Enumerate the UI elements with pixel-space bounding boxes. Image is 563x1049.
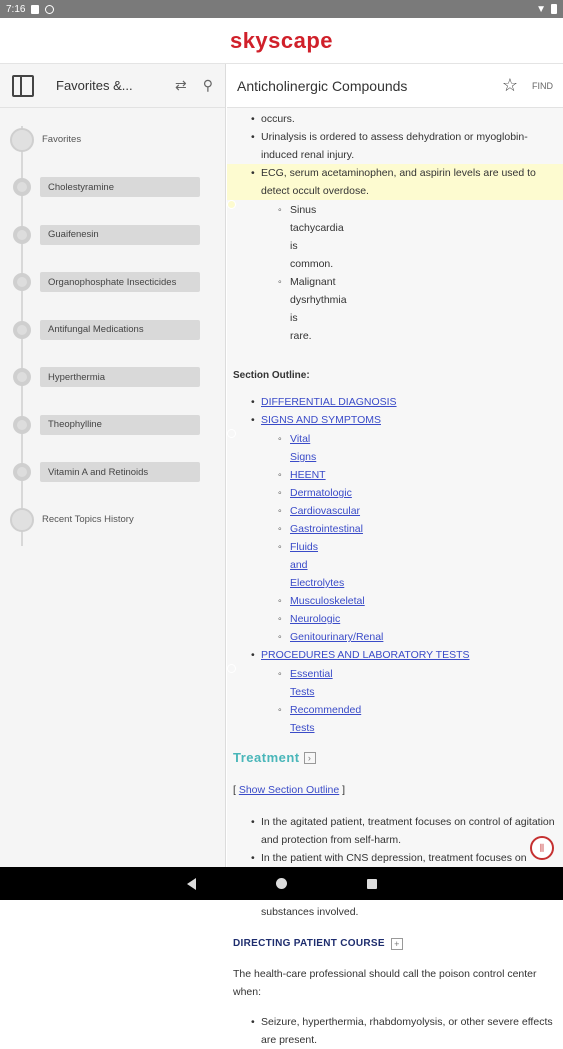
- favorite-chip[interactable]: Hyperthermia: [40, 367, 200, 387]
- favorite-chip[interactable]: Guaifenesin: [40, 225, 200, 245]
- sd-card-icon: [31, 5, 39, 14]
- timeline-node-icon: [13, 368, 31, 386]
- outline-link-procedures[interactable]: PROCEDURES AND LABORATORY TESTS: [261, 649, 470, 661]
- outline-subitem: [228, 466, 326, 484]
- sub-bullet-list: [227, 200, 347, 342]
- outline-link[interactable]: Cardiovascular: [290, 505, 361, 517]
- outline-link[interactable]: HEENT: [290, 469, 326, 481]
- timeline-node-icon: [13, 463, 31, 481]
- outline-link[interactable]: Gastrointestinal: [290, 523, 363, 535]
- section-outline-list-2: [227, 646, 563, 664]
- recents-icon[interactable]: [367, 879, 377, 889]
- favorites-section: [0, 116, 225, 164]
- favorite-chip[interactable]: Cholestyramine: [40, 177, 200, 197]
- sync-icon: [45, 5, 54, 14]
- sub-bullet-item: ◦ Sinus tachycardia is common.: [228, 201, 290, 273]
- outline-subitem: [228, 665, 333, 701]
- outline-item: [227, 411, 563, 429]
- outline-link[interactable]: Vital Signs: [290, 433, 317, 463]
- outline-link[interactable]: Genitourinary/Renal: [290, 631, 384, 643]
- status-bar: [0, 0, 563, 18]
- treatment-heading-text: Treatment: [233, 750, 300, 765]
- history-node-icon: [10, 508, 34, 532]
- signs-sublist: [227, 429, 384, 643]
- outline-link[interactable]: Essential Tests: [290, 668, 333, 698]
- sub-bullet-item: ◦ Malignant dysrhythmia is rare.: [228, 273, 290, 345]
- favorites-header: [0, 64, 225, 108]
- outline-subitem: [228, 520, 363, 538]
- section-outline-title: Section Outline:: [233, 370, 310, 381]
- topic-panel: [227, 64, 563, 1046]
- favorite-chip[interactable]: Vitamin A and Retinoids: [40, 462, 200, 482]
- system-nav-bar: [0, 867, 563, 900]
- timeline-node-icon: [13, 178, 31, 196]
- outline-subitem: [228, 484, 352, 502]
- expand-icon[interactable]: ›: [304, 752, 316, 764]
- bullet-item: • Seizure, hyperthermia, rhabdomyolysis, or other severe effects are present.: [227, 1013, 563, 1049]
- directing-heading-text: DIRECTING PATIENT COURSE: [233, 938, 385, 949]
- find-button[interactable]: FIND: [532, 80, 553, 91]
- outline-subitem: [228, 610, 341, 628]
- outline-link[interactable]: Musculoskeletal: [290, 595, 365, 607]
- procedures-sublist: [227, 664, 362, 734]
- home-icon[interactable]: [276, 878, 287, 889]
- topic-title: Anticholinergic Compounds: [237, 77, 408, 94]
- outline-subitem: [228, 592, 365, 610]
- expand-plus-icon[interactable]: +: [391, 938, 403, 950]
- app-header: [0, 18, 563, 64]
- outline-subitem: [228, 502, 361, 520]
- favorite-chip[interactable]: Organophosphate Insecticides: [40, 272, 200, 292]
- outline-subitem: [228, 701, 362, 737]
- outline-item: [227, 393, 563, 411]
- favorites-timeline: [0, 108, 225, 544]
- show-section-outline-link[interactable]: Show Section Outline: [238, 784, 340, 796]
- bullet-item-highlighted: • ECG, serum acetaminophen, and aspirin levels are used to detect occult overdose.: [227, 164, 563, 200]
- favorite-item[interactable]: [0, 306, 225, 354]
- battery-icon: [551, 4, 557, 14]
- directing-paragraph: The health-care professional should call the poison control center when:: [233, 968, 537, 998]
- bullet-continuation: • occurs.: [227, 110, 563, 128]
- bullet-item: • substances involved.: [227, 885, 563, 921]
- outline-subitem: [228, 628, 384, 646]
- timeline-node-icon: [13, 226, 31, 244]
- favorites-node-icon: [10, 128, 34, 152]
- outline-subitem: [228, 538, 345, 592]
- outline-item: [227, 646, 563, 664]
- favorites-label: Favorites: [42, 134, 82, 146]
- bullet-item: • Urinalysis is ordered to assess dehydration or myoglobin-induced renal injury.: [227, 128, 563, 164]
- bullet-item: • In the patient with CNS depression, treatment focuses on: [227, 849, 563, 885]
- favorite-item[interactable]: [0, 354, 225, 402]
- skyscape-logo: skyscape: [229, 27, 334, 53]
- favorite-star-icon[interactable]: ☆: [501, 75, 518, 95]
- favorites-title[interactable]: Favorites &...: [56, 78, 133, 93]
- topic-content: [227, 108, 563, 1049]
- timeline-node-icon: [13, 321, 31, 339]
- favorites-panel: [0, 64, 226, 867]
- favorite-item[interactable]: [0, 211, 225, 259]
- treatment-heading[interactable]: [233, 749, 563, 767]
- topic-header: [227, 64, 563, 108]
- favorite-item[interactable]: [0, 401, 225, 449]
- back-icon[interactable]: [187, 878, 196, 890]
- floating-action-icon[interactable]: ⫼: [530, 836, 554, 860]
- history-label[interactable]: Recent Topics History: [42, 514, 134, 526]
- library-icon[interactable]: [12, 75, 34, 97]
- favorite-item[interactable]: [0, 164, 225, 212]
- favorite-chip[interactable]: Theophylline: [40, 415, 200, 435]
- outline-link[interactable]: Recommended Tests: [290, 704, 362, 734]
- search-icon[interactable]: ⚲: [202, 77, 213, 93]
- timeline-node-icon: [13, 416, 31, 434]
- outline-subitem: [228, 430, 317, 466]
- filter-icon[interactable]: ⇄: [175, 77, 187, 93]
- outline-link[interactable]: Fluids and Electrolytes: [290, 541, 345, 589]
- history-section[interactable]: [0, 496, 225, 544]
- outline-link-differential[interactable]: DIFFERENTIAL DIAGNOSIS: [261, 396, 397, 408]
- outline-link-signs[interactable]: SIGNS AND SYMPTOMS: [261, 414, 381, 426]
- outline-link[interactable]: Neurologic: [290, 613, 341, 625]
- section-outline-list: [227, 393, 563, 429]
- favorite-item[interactable]: [0, 449, 225, 497]
- directing-heading[interactable]: [233, 935, 563, 953]
- bullet-item: • In the agitated patient, treatment focuses on control of agitation and protection from self-harm.: [227, 813, 563, 849]
- status-time: 7:16: [6, 3, 26, 15]
- directing-list: [227, 1013, 563, 1049]
- timeline-node-icon: [13, 273, 31, 291]
- show-outline-row: [ Show Section Outline ]: [233, 784, 346, 796]
- outline-link[interactable]: Dermatologic: [290, 487, 352, 499]
- wifi-icon: ▼: [536, 3, 546, 15]
- favorite-item[interactable]: [0, 259, 225, 307]
- favorite-chip[interactable]: Antifungal Medications: [40, 320, 200, 340]
